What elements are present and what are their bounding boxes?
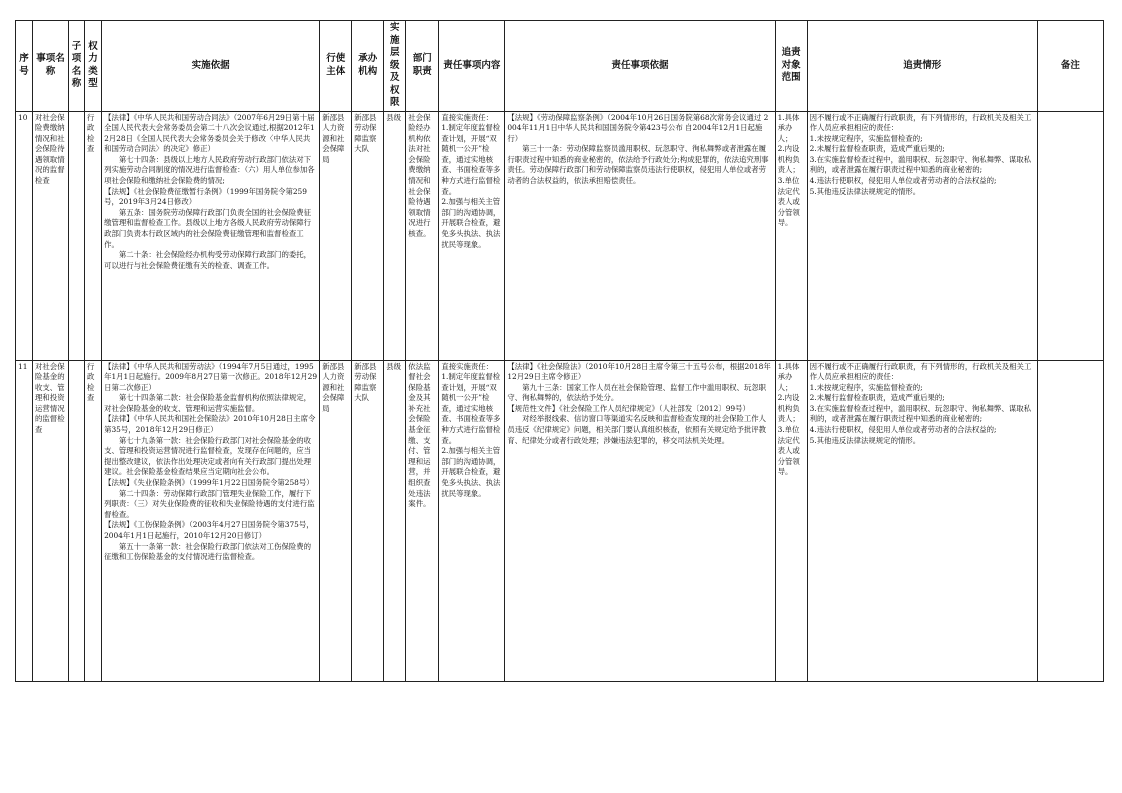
header-cell-agency: 承办机构 [352, 21, 384, 112]
cell-level: 县级 [384, 111, 406, 360]
cell-basis: 【法律】《中华人民共和国劳动合同法》（2007年6月29日第十届全国人民代表大会常务委员会第二十八次会议通过,根据2012年12月28日《全国人民代表大会常务委员会关于修改〈中华人民共和国劳动合同法〉的决定》修正） 第七十四条：县级以上地方人民政府劳动行政部门依法对下列实施劳动合同制度的情况进行监督检查：（六）用人单位参加各项社会保险和缴纳社会保险费的情况; 【法规】《社会保险费征缴暂行条例》（1999年国务院令第259号，2019年3月24日修改） 第五条：国务院劳动保障行政部门负责全国的社会保险费征缴管理和监督检查工作。县级以上地方各级人民政府劳动保障行政部门负责本行政区域内的社会保险费征缴管理和监督检查工作。 第二十条：社会保险经办机构受劳动保障行政部门的委托，可以进行与社会保险费征缴有关的检查、调查工作。 [102, 111, 320, 360]
cell-subject: 新邵县人力资源和社会保障局 [320, 111, 352, 360]
cell-target: 1.具体承办人； 2.内设机构负责人； 3.单位法定代表人或分管领导。 [775, 360, 807, 681]
cell-content: 直接实施责任： 1.制定年度监督检查计划，开展“双随机一公开”检查，通过实地核查、书面检查等多种方式进行监督检查。 2.加强与相关主管部门的沟通协调，开展联合检查，避免多头执法、执法扰民等现象。 [439, 360, 505, 681]
header-cell-no: 序号 [16, 21, 33, 112]
cell-situation: 因不履行或不正确履行行政职责，有下列情形的，行政机关及相关工作人员应承担相应的责任： 1.未按规定程序，实施监督检查的; 2.未履行监督检查职责，造成严重后果的; 3.在实施监督检查过程中，滥用职权、玩忽职守、徇私舞弊、谋取私利的，或者泄露在履行职责过程中知悉的商业秘密的; 4.违法行使职权，侵犯用人单位或者劳动者的合法权益的; 5.其他违反法律法规规定的情形。 [807, 111, 1037, 360]
header-cell-situation: 追责情形 [807, 21, 1037, 112]
header-cell-resp-basis: 责任事项依据 [505, 21, 775, 112]
cell-situation: 因不履行或不正确履行行政职责，有下列情形的，行政机关及相关工作人员应承担相应的责任： 1.未按规定程序，实施监督检查的; 2.未履行监督检查职责，造成严重后果的; 3.在实施监督检查过程中，滥用职权、玩忽职守、徇私舞弊、谋取私利的，或者泄露在履行职责过程中知悉的商业秘密的; 4.违法行使职权，侵犯用人单位或者劳动者的合法权益的; 5.其他违反法律法规规定的情形。 [807, 360, 1037, 681]
cell-resp-items: 【法律】《社会保险法》（2010年10月28日主席令第三十五号公布，根据2018年12月29日主席令修正） 第九十三条：国家工作人员在社会保险管理、监督工作中滥用职权、玩忽职守、徇私舞弊的，依法给予处分。 【规范性文件】《社会保险工作人员纪律规定》（人社部发〔2012〕99号） 对经举报线索、信访窗口等渠道实名反映和监督检查发现的社会保险工作人员违反《纪律规定》问题，相关部门要认真组织核查，依照有关规定给予批评教育、纪律处分或者行政处理；涉嫌违法犯罪的，移交司法机关处理。 [505, 360, 775, 681]
table-row [16, 360, 1104, 681]
cell-no: 11 [16, 360, 33, 681]
cell-level: 县级 [384, 360, 406, 681]
header-cell-target: 追责对象范围 [775, 21, 807, 112]
cell-duty: 社会保险经办机构依法对社会保险费缴纳情况和社会保险待遇领取情况进行核查。 [406, 111, 439, 360]
header-cell-subject: 行使主体 [320, 21, 352, 112]
header-cell-content: 责任事项内容 [439, 21, 505, 112]
cell-type: 行政检查 [85, 111, 102, 360]
cell-sub [69, 111, 85, 360]
cell-resp-items: 【法规】《劳动保障监察条例》（2004年10月26日国务院第68次常务会议通过 2004年11月1日中华人民共和国国务院令第423号公布 自2004年12月1日起施行） 第三十一条：劳动保障监察员滥用职权、玩忽职守、徇私舞弊或者泄露在履行职责过程中知悉的商业秘密的，依法给予行政处分;构成犯罪的，依法追究刑事责任。劳动保障行政部门和劳动保障监察员违法行使职权，侵犯用人单位或者劳动者的合法权益的，依法承担赔偿责任。 [505, 111, 775, 360]
header-cell-sub: 子项名称 [69, 21, 85, 112]
cell-no: 10 [16, 111, 33, 360]
cell-agency: 新邵县劳动保障监察大队 [352, 360, 384, 681]
table-row [16, 111, 1104, 360]
cell-content: 直接实施责任： 1.制定年度监督检查计划，开展“双随机一公开”检查，通过实地核查、书面检查等多种方式进行监督检查。 2.加强与相关主管部门的沟通协调，开展联合检查，避免多头执法、执法扰民等现象。 [439, 111, 505, 360]
cell-remark [1037, 111, 1103, 360]
cell-subject: 新邵县人力资源和社会保障局 [320, 360, 352, 681]
cell-name: 对社会保险基金的收支、管理和投资运营情况的监督检查 [33, 360, 69, 681]
responsibility-table [15, 20, 1104, 682]
header-cell-level: 实施层级及权限 [384, 21, 406, 112]
cell-type: 行政检查 [85, 360, 102, 681]
header-cell-type: 权力类型 [85, 21, 102, 112]
header-cell-remark: 备注 [1037, 21, 1103, 112]
cell-target: 1.具体承办人； 2.内设机构负责人； 3.单位法定代表人或分管领导。 [775, 111, 807, 360]
cell-sub [69, 360, 85, 681]
header-cell-name: 事项名称 [33, 21, 69, 112]
header-cell-basis: 实施依据 [102, 21, 320, 112]
cell-remark [1037, 360, 1103, 681]
cell-name: 对社会保险费缴纳情况和社会保险待遇领取情况的监督检查 [33, 111, 69, 360]
cell-agency: 新邵县劳动保障监察大队 [352, 111, 384, 360]
cell-basis: 【法律】《中华人民共和国劳动法》（1994年7月5日通过，1995年1月1日起施行。2009年8月27日第一次修正。2018年12月29日第二次修正） 第七十四条第二款：社会保险基金监督机构依照法律规定，对社会保险基金的收支、管理和运营实施监督。 【法律】《中华人民共和国社会保险法》2010年10月28日主席令第35号，2018年12月29日修正） 第七十九条第一款：社会保险行政部门对社会保险基金的收支、管理和投资运营情况进行监督检查，发现存在问题的，应当提出整改建议，依法作出处理决定或者向有关行政部门提出处理建议。社会保险基金检查结果应当定期向社会公布。 【法规】《失业保险条例》（1999年1月22日国务院令第258号） 第二十四条：劳动保障行政部门管理失业保险工作，履行下列职责：（三）对失业保险费的征收和失业保险待遇的支付进行监督检查。 【法规】《工伤保险条例》（2003年4月27日国务院令第375号，2004年1月1日起施行，2010年12月20日修订） 第五十一条第一款：社会保险行政部门依法对工伤保险费的征缴和工伤保险基金的支付情况进行监督检查。 [102, 360, 320, 681]
header-cell-duty: 部门职责 [406, 21, 439, 112]
header-row [16, 21, 1104, 112]
cell-duty: 依法监督社会保险基金及其补充社会保险基金征缴、支付、管理和运营，并组织查处违法案件。 [406, 360, 439, 681]
